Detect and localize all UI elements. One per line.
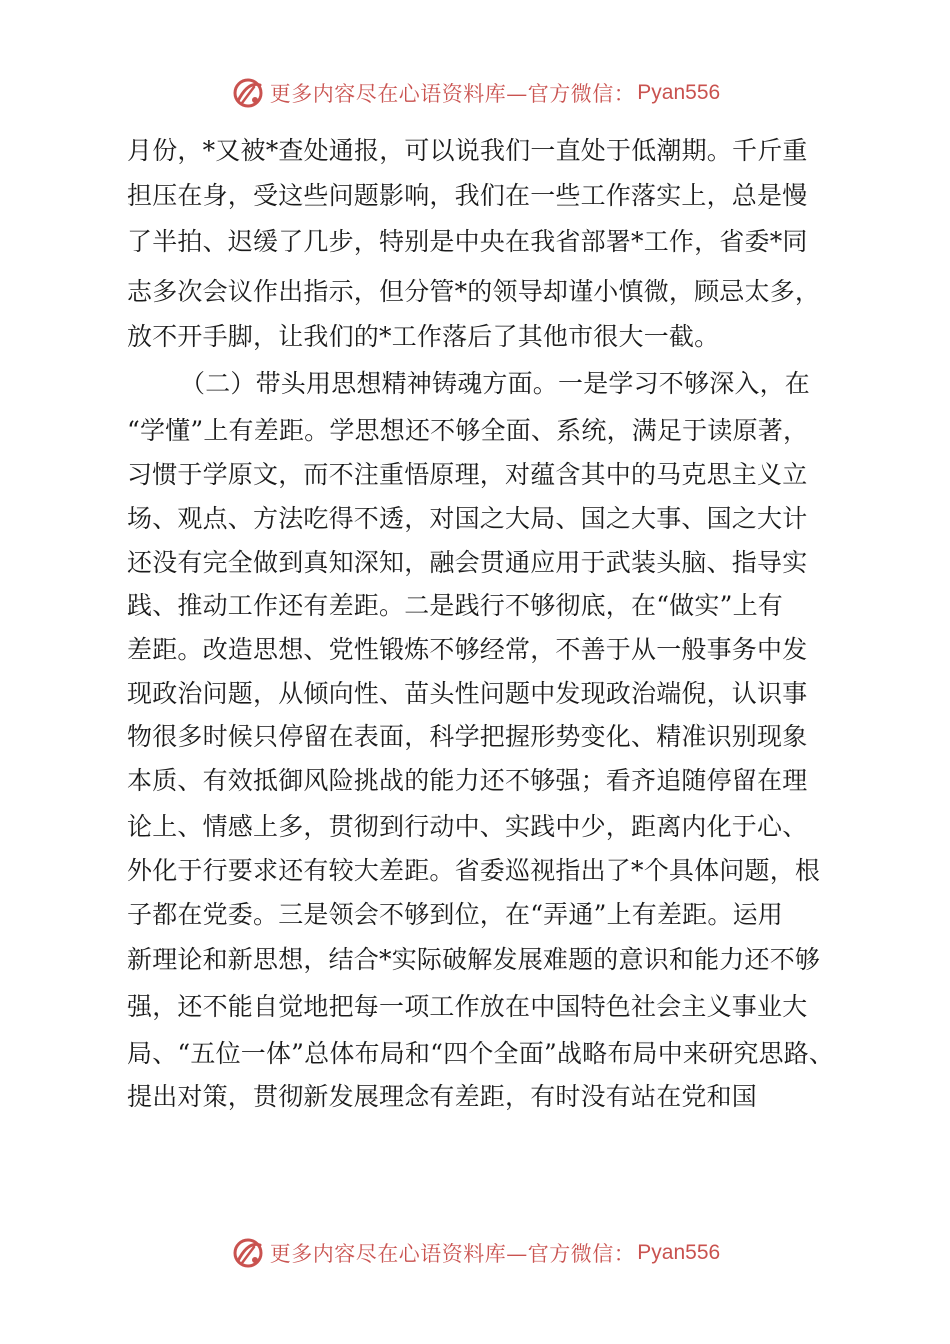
header-banner-id: Pyan556 (637, 81, 721, 104)
text-line: 局、“五位一体”总体布局和“四个全面”战略布局中来研究思路、 (127, 1039, 835, 1068)
text-line: 习惯于学原文，而不注重悟原理，对蕴含其中的马克思主义立 (127, 460, 808, 489)
text-line: 放不开手脚，让我们的*工作落后了其他市很大一截。 (127, 322, 720, 351)
logo-icon (230, 75, 266, 111)
text-line: 差距。改造思想、党性锻炼不够经常，不善于从一般事务中发 (127, 635, 808, 664)
footer-banner-text: 更多内容尽在心语资料库—官方微信： (269, 1242, 636, 1266)
text-line: （二）带头用思想精神铸魂方面。一是学习不够深入，在 (180, 369, 811, 398)
header-banner-text: 更多内容尽在心语资料库—官方微信： (269, 82, 636, 106)
text-line: 践、推动工作还有差距。二是践行不够彻底，在“做实”上有 (127, 591, 783, 620)
footer-banner (0, 1231, 950, 1275)
text-line: 场、观点、方法吃得不透，对国之大局、国之大事、国之大计 (127, 504, 808, 533)
text-line: 志多次会议作出指示，但分管*的领导却谨小慎微，顾忌太多， (127, 277, 821, 306)
text-line: 论上、情感上多，贯彻到行动中、实践中少，距离内化于心、 (127, 812, 808, 841)
text-line: “学懂”上有差距。学思想还不够全面、系统，满足于读原著， (127, 416, 809, 445)
text-line: 了半拍、迟缓了几步，特别是中央在我省部署*工作，省委*同 (127, 227, 808, 256)
text-line: 强，还不能自觉地把每一项工作放在中国特色社会主义事业大 (127, 992, 808, 1021)
text-line: 担压在身，受这些问题影响，我们在一些工作落实上，总是慢 (127, 181, 808, 210)
text-line: 月份，*又被*查处通报，可以说我们一直处于低潮期。千斤重 (127, 136, 808, 165)
text-line: 子都在党委。三是领会不够到位，在“弄通”上有差距。运用 (127, 900, 783, 929)
text-line: 新理论和新思想，结合*实际破解发展难题的意识和能力还不够 (127, 945, 821, 974)
text-line: 外化于行要求还有较大差距。省委巡视指出了*个具体问题，根 (127, 856, 821, 885)
text-line: 物很多时候只停留在表面，科学把握形势变化、精准识别现象 (127, 722, 808, 751)
logo-icon (230, 1235, 266, 1271)
text-line: 提出对策，贯彻新发展理念有差距，有时没有站在党和国 (127, 1082, 758, 1111)
text-line: 还没有完全做到真知深知，融会贯通应用于武装头脑、指导实 (127, 548, 808, 577)
text-line: 现政治问题，从倾向性、苗头性问题中发现政治端倪，认识事 (127, 679, 808, 708)
header-banner (0, 71, 950, 115)
text-line: 本质、有效抵御风险挑战的能力还不够强；看齐追随停留在理 (127, 766, 808, 795)
footer-banner-id: Pyan556 (637, 1241, 721, 1264)
